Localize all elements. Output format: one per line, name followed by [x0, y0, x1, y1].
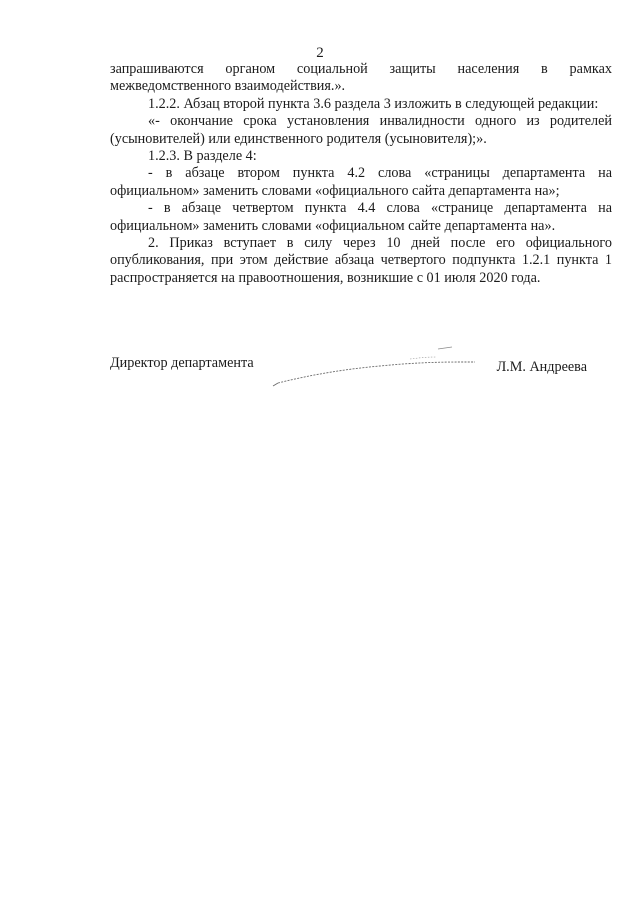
paragraph-effective-date: 2. Приказ вступает в силу через 10 дней после его официального опубликования, при этом действие абзаца четвертого подпункта 1.2.1 пункта 1 распространяется на правоотношения, возникшие с 01 июля 2020 года.: [110, 235, 612, 286]
paragraph-quote-new-wording: «- окончание срока установления инвалидности одного из родителей (усыновителей) или единственного родителя (усыновителя);».: [110, 113, 612, 147]
paragraph-item-4-4: - в абзаце четвертом пункта 4.4 слова «странице департамента на официальном» заменить словами «официальном сайте департамента на».: [110, 200, 612, 234]
paragraph-1-2-3: 1.2.3. В разделе 4:: [148, 148, 257, 165]
handwritten-signature: [270, 345, 490, 390]
paragraph-continuation: запрашиваются органом социальной защиты населения в рамках межведомственного взаимодействия.».: [110, 61, 612, 95]
signatory-position: Директор департамента: [110, 355, 254, 371]
signature-block: [110, 355, 612, 405]
paragraph-item-4-2: - в абзаце втором пункта 4.2 слова «страницы департамента на официальном» заменить словами «официального сайта департамента на»;: [110, 165, 612, 199]
paragraph-1-2-2: 1.2.2. Абзац второй пункта 3.6 раздела 3 изложить в следующей редакции:: [148, 95, 599, 112]
page-number: 2: [316, 45, 324, 61]
signatory-name: Л.М. Андреева: [496, 359, 587, 375]
document-body: [110, 61, 612, 287]
